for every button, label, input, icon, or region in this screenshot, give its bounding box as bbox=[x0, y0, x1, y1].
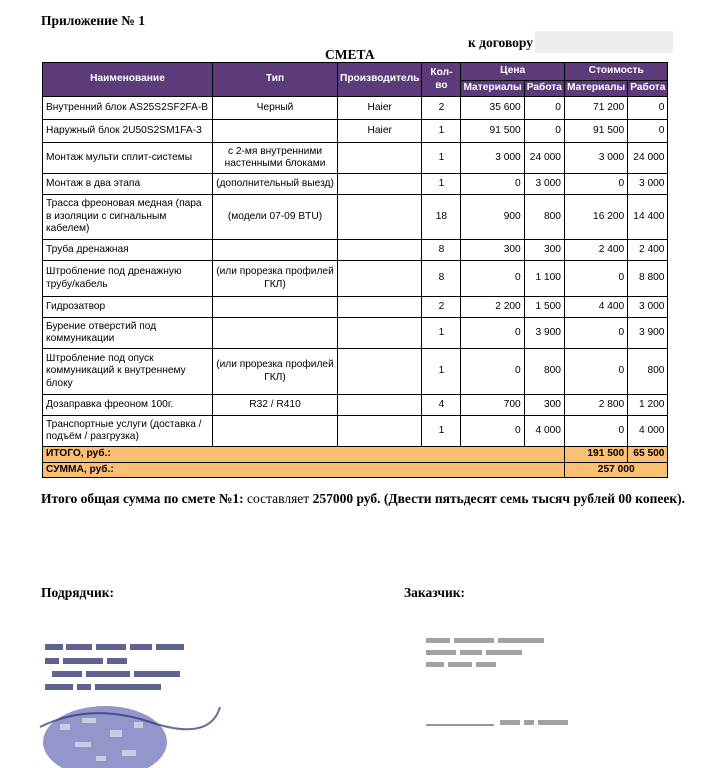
cell-price-work: 3 900 bbox=[524, 318, 564, 349]
table-row bbox=[43, 318, 668, 349]
header-type: Тип bbox=[213, 63, 338, 97]
cell-type: (дополнительный выезд) bbox=[213, 174, 338, 195]
cell-price-work: 800 bbox=[524, 349, 564, 395]
header-price-work: Работа bbox=[524, 81, 564, 97]
appendix-title: Приложение № 1 bbox=[41, 13, 145, 28]
cell-price-mat: 900 bbox=[461, 195, 524, 240]
estimate-rows bbox=[43, 97, 668, 447]
table-row bbox=[43, 97, 668, 120]
cell-cost-work: 8 800 bbox=[628, 261, 668, 297]
cell-qty: 2 bbox=[422, 97, 461, 120]
cell-qty: 8 bbox=[422, 240, 461, 261]
cell-type bbox=[213, 297, 338, 318]
cell-price-work: 1 500 bbox=[524, 297, 564, 318]
cell-name: Трасса фреоновая медная (пара в изоляции с сигнальным кабелем) bbox=[43, 195, 213, 240]
cell-price-mat: 3 000 bbox=[461, 143, 524, 174]
cell-name: Транспортные услуги (доставка / подъём / разгрузка) bbox=[43, 416, 213, 447]
contractor-stamp-signature bbox=[30, 632, 230, 768]
cell-cost-mat: 0 bbox=[564, 349, 627, 395]
cell-type: (модели 07-09 BTU) bbox=[213, 195, 338, 240]
table-row bbox=[43, 195, 668, 240]
cell-maker bbox=[338, 195, 422, 240]
redacted-contract-number bbox=[535, 31, 673, 53]
cell-type bbox=[213, 416, 338, 447]
cell-qty: 1 bbox=[422, 174, 461, 195]
table-row bbox=[43, 416, 668, 447]
cell-price-work: 0 bbox=[524, 120, 564, 143]
cell-cost-work: 2 400 bbox=[628, 240, 668, 261]
cell-cost-work: 800 bbox=[628, 349, 668, 395]
cell-qty: 1 bbox=[422, 349, 461, 395]
cell-price-mat: 0 bbox=[461, 261, 524, 297]
cell-cost-mat: 0 bbox=[564, 416, 627, 447]
cell-price-mat: 0 bbox=[461, 174, 524, 195]
cell-cost-mat: 91 500 bbox=[564, 120, 627, 143]
cell-cost-work: 3 000 bbox=[628, 297, 668, 318]
cell-cost-mat: 4 400 bbox=[564, 297, 627, 318]
cell-cost-work: 4 000 bbox=[628, 416, 668, 447]
cell-type bbox=[213, 240, 338, 261]
contract-prefix: к договору bbox=[468, 35, 533, 51]
cell-cost-work: 0 bbox=[628, 120, 668, 143]
cell-maker bbox=[338, 174, 422, 195]
itogo-row bbox=[43, 447, 668, 463]
table-row bbox=[43, 143, 668, 174]
cell-cost-mat: 0 bbox=[564, 174, 627, 195]
cell-name: Штробление под дренажную трубу/кабель bbox=[43, 261, 213, 297]
cell-maker: Haier bbox=[338, 97, 422, 120]
cell-price-mat: 35 600 bbox=[461, 97, 524, 120]
cell-cost-mat: 71 200 bbox=[564, 97, 627, 120]
total-label: Итого общая сумма по смете №1: bbox=[41, 491, 244, 506]
cell-maker bbox=[338, 297, 422, 318]
header-cost-work: Работа bbox=[628, 81, 668, 97]
cell-maker bbox=[338, 395, 422, 416]
table-row bbox=[43, 240, 668, 261]
cell-type bbox=[213, 120, 338, 143]
header-cost-materials: Материалы bbox=[564, 81, 627, 97]
table-row bbox=[43, 174, 668, 195]
cell-price-work: 1 100 bbox=[524, 261, 564, 297]
header-price-materials: Материалы bbox=[461, 81, 524, 97]
customer-label: Заказчик: bbox=[404, 585, 466, 600]
cell-qty: 1 bbox=[422, 416, 461, 447]
cell-qty: 4 bbox=[422, 395, 461, 416]
cell-cost-mat: 0 bbox=[564, 261, 627, 297]
summa-row bbox=[43, 462, 668, 478]
cell-price-mat: 2 200 bbox=[461, 297, 524, 318]
summa-value: 257 000 bbox=[564, 462, 668, 478]
contract-reference bbox=[468, 33, 673, 55]
cell-qty: 1 bbox=[422, 120, 461, 143]
cell-price-work: 3 000 bbox=[524, 174, 564, 195]
total-amount-words: 257000 руб. (Двести пятьдесят семь тысяч рублей 00 копеек). bbox=[312, 491, 685, 506]
cell-price-mat: 0 bbox=[461, 416, 524, 447]
table-row bbox=[43, 395, 668, 416]
cell-cost-work: 14 400 bbox=[628, 195, 668, 240]
cell-qty: 1 bbox=[422, 318, 461, 349]
cell-price-mat: 91 500 bbox=[461, 120, 524, 143]
cell-type: (или прорезка профилей ГКЛ) bbox=[213, 349, 338, 395]
cell-cost-mat: 16 200 bbox=[564, 195, 627, 240]
summa-label: СУММА, руб.: bbox=[43, 462, 565, 478]
header-price: Цена bbox=[461, 63, 565, 81]
cell-maker bbox=[338, 416, 422, 447]
cell-type bbox=[213, 318, 338, 349]
itogo-materials: 191 500 bbox=[564, 447, 627, 463]
cell-price-mat: 700 bbox=[461, 395, 524, 416]
cell-cost-work: 0 bbox=[628, 97, 668, 120]
customer-signature bbox=[420, 632, 590, 732]
cell-maker bbox=[338, 143, 422, 174]
cell-price-work: 300 bbox=[524, 240, 564, 261]
cell-name: Труба дренажная bbox=[43, 240, 213, 261]
total-connector: составляет bbox=[243, 491, 313, 506]
cell-cost-mat: 3 000 bbox=[564, 143, 627, 174]
cell-maker bbox=[338, 318, 422, 349]
cell-cost-work: 3 000 bbox=[628, 174, 668, 195]
cell-cost-mat: 2 400 bbox=[564, 240, 627, 261]
cell-name: Штробление под опуск коммуникаций к внутреннему блоку bbox=[43, 349, 213, 395]
cell-cost-mat: 0 bbox=[564, 318, 627, 349]
table-row bbox=[43, 261, 668, 297]
cell-qty: 18 bbox=[422, 195, 461, 240]
cell-price-work: 0 bbox=[524, 97, 564, 120]
cell-price-work: 800 bbox=[524, 195, 564, 240]
cell-name: Бурение отверстий под коммуникации bbox=[43, 318, 213, 349]
cell-maker bbox=[338, 261, 422, 297]
itogo-label: ИТОГО, руб.: bbox=[43, 447, 565, 463]
cell-name: Гидрозатвор bbox=[43, 297, 213, 318]
cell-price-mat: 0 bbox=[461, 349, 524, 395]
estimate-table bbox=[42, 62, 668, 478]
cell-type: с 2-мя внутренними настенными блоками bbox=[213, 143, 338, 174]
header-qty: Кол-во bbox=[422, 63, 461, 97]
cell-maker bbox=[338, 240, 422, 261]
cell-maker bbox=[338, 349, 422, 395]
cell-name: Внутренний блок AS25S2SF2FA-B bbox=[43, 97, 213, 120]
cell-qty: 2 bbox=[422, 297, 461, 318]
cell-cost-work: 1 200 bbox=[628, 395, 668, 416]
table-row bbox=[43, 349, 668, 395]
cell-name: Дозаправка фреоном 100г. bbox=[43, 395, 213, 416]
itogo-work: 65 500 bbox=[628, 447, 668, 463]
cell-maker: Haier bbox=[338, 120, 422, 143]
contractor-label: Подрядчик: bbox=[41, 585, 114, 600]
cell-cost-mat: 2 800 bbox=[564, 395, 627, 416]
estimate-title: СМЕТА bbox=[325, 47, 375, 62]
cell-price-work: 300 bbox=[524, 395, 564, 416]
header-name: Наименование bbox=[43, 63, 213, 97]
cell-price-work: 4 000 bbox=[524, 416, 564, 447]
cell-qty: 8 bbox=[422, 261, 461, 297]
header-manufacturer: Производитель bbox=[338, 63, 422, 97]
cell-cost-work: 24 000 bbox=[628, 143, 668, 174]
cell-type: Черный bbox=[213, 97, 338, 120]
cell-price-work: 24 000 bbox=[524, 143, 564, 174]
cell-name: Монтаж мульти сплит-системы bbox=[43, 143, 213, 174]
cell-type: (или прорезка профилей ГКЛ) bbox=[213, 261, 338, 297]
cell-name: Наружный блок 2U50S2SM1FA-3 bbox=[43, 120, 213, 143]
total-sentence bbox=[41, 490, 686, 507]
cell-type: R32 / R410 bbox=[213, 395, 338, 416]
cell-price-mat: 0 bbox=[461, 318, 524, 349]
cell-qty: 1 bbox=[422, 143, 461, 174]
table-row bbox=[43, 120, 668, 143]
cell-price-mat: 300 bbox=[461, 240, 524, 261]
cell-cost-work: 3 900 bbox=[628, 318, 668, 349]
table-row bbox=[43, 297, 668, 318]
header-cost: Стоимость bbox=[564, 63, 668, 81]
cell-name: Монтаж в два этапа bbox=[43, 174, 213, 195]
